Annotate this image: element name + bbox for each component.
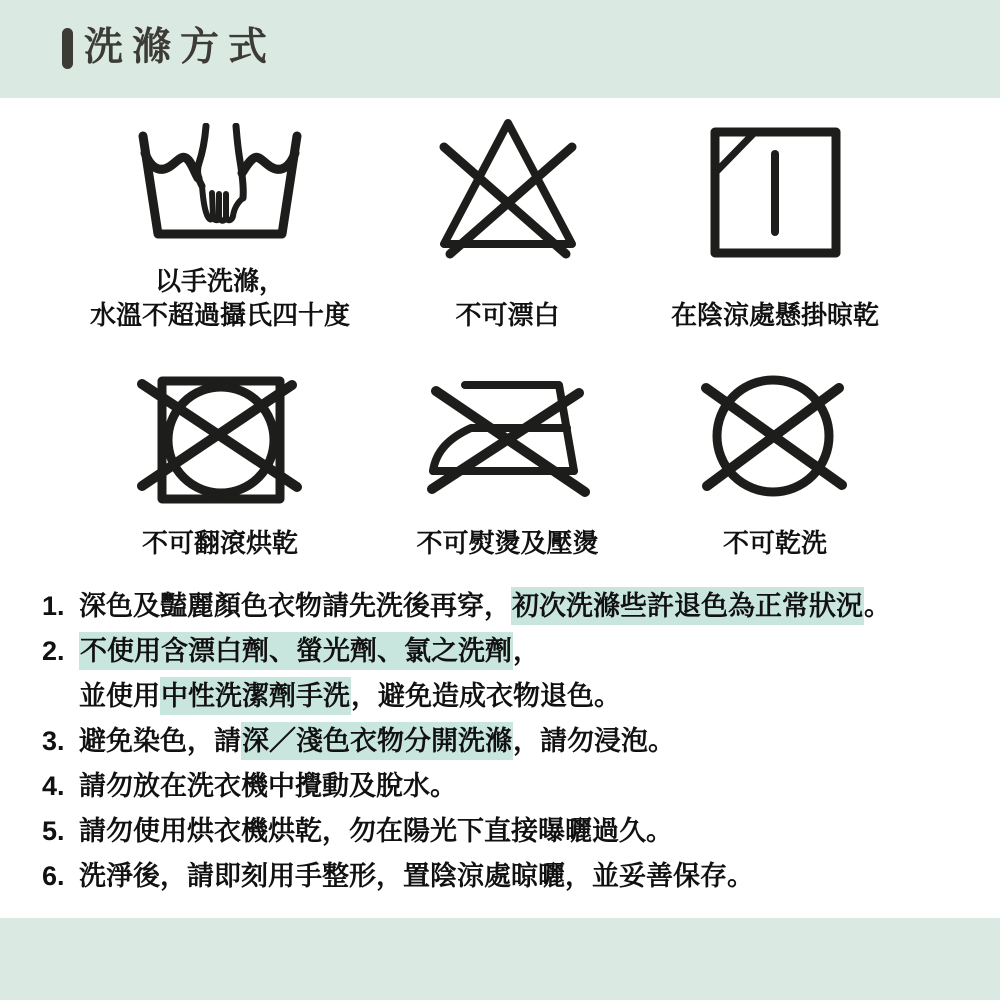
note-number: 6.	[42, 861, 65, 891]
highlighted-text: 深／淺色衣物分開洗滌	[241, 722, 513, 760]
care-note-4	[42, 764, 986, 809]
caption-line-2: 水溫不超過攝氏四十度	[89, 300, 350, 330]
care-note-2	[42, 629, 986, 719]
highlighted-text: 中性洗潔劑手洗	[160, 677, 351, 715]
note-text	[79, 854, 986, 899]
page-title: 洗滌方式	[84, 26, 277, 69]
hang-dry-in-shade-icon	[689, 110, 861, 260]
symbol-caption-hand-wash	[90, 260, 350, 332]
symbol-cell-hand-wash	[40, 110, 400, 332]
do-not-iron-icon	[403, 360, 613, 510]
note-line: 並使用中性洗潔劑手洗，避免造成衣物退色。	[79, 674, 986, 719]
note-number: 3.	[42, 726, 65, 756]
note-line: 請勿使用烘衣機烘乾，勿在陽光下直接曝曬過久。	[79, 816, 673, 846]
caption-line-1: 以手洗滌，	[154, 266, 285, 296]
symbol-caption-hang-dry-in-shade: 在陰涼處懸掛晾乾	[670, 300, 879, 330]
note-text	[79, 719, 986, 764]
symbol-cell-do-not-tumble-dry	[40, 360, 400, 560]
title-accent-bar	[62, 28, 73, 69]
care-sheet	[0, 98, 1000, 918]
symbol-cell-do-not-dry-clean	[615, 360, 935, 560]
symbol-caption-do-not-dry-clean: 不可乾洗	[722, 528, 827, 558]
note-number: 1.	[42, 591, 65, 621]
note-number: 4.	[42, 771, 65, 801]
note-number: 2.	[42, 636, 65, 666]
note-line: 請勿放在洗衣機中攪動及脫水。	[79, 771, 457, 801]
care-note-6	[42, 854, 986, 899]
symbol-cell-do-not-iron	[400, 360, 615, 560]
do-not-bleach-icon	[408, 110, 608, 260]
care-note-1	[42, 584, 986, 629]
note-text	[79, 764, 986, 809]
care-note-3	[42, 719, 986, 764]
highlighted-text: 初次洗滌些許退色為正常狀況	[511, 587, 864, 625]
note-text	[79, 629, 986, 719]
symbol-cell-do-not-bleach	[400, 110, 615, 332]
note-number: 5.	[42, 816, 65, 846]
note-line: 不使用含漂白劑、螢光劑、氯之洗劑，	[79, 629, 986, 674]
symbol-cell-hang-dry-in-shade	[615, 110, 935, 332]
care-notes-list	[0, 584, 1000, 899]
note-line: 洗淨後，請即刻用手整形，置陰涼處晾曬，並妥善保存。	[79, 861, 754, 891]
care-symbols-row-2	[0, 360, 1000, 560]
note-line: 深色及豔麗顏色衣物請先洗後再穿，初次洗滌些許退色為正常狀況。	[79, 584, 986, 629]
page-header	[0, 0, 1000, 98]
symbol-caption-do-not-tumble-dry: 不可翻滾烘乾	[141, 528, 298, 558]
do-not-dry-clean-icon	[670, 360, 880, 510]
note-text	[79, 584, 986, 629]
symbol-caption-do-not-bleach: 不可漂白	[455, 300, 560, 330]
care-note-5	[42, 809, 986, 854]
care-symbols-row-1	[0, 110, 1000, 332]
do-not-tumble-dry-icon	[98, 360, 343, 510]
highlighted-text: 不使用含漂白劑、螢光劑、氯之洗劑	[79, 632, 513, 670]
symbol-caption-do-not-iron: 不可熨燙及壓燙	[416, 528, 599, 558]
note-line: 避免染色，請深／淺色衣物分開洗滌，請勿浸泡。	[79, 719, 986, 764]
note-text	[79, 809, 986, 854]
hand-wash-icon	[125, 110, 315, 260]
